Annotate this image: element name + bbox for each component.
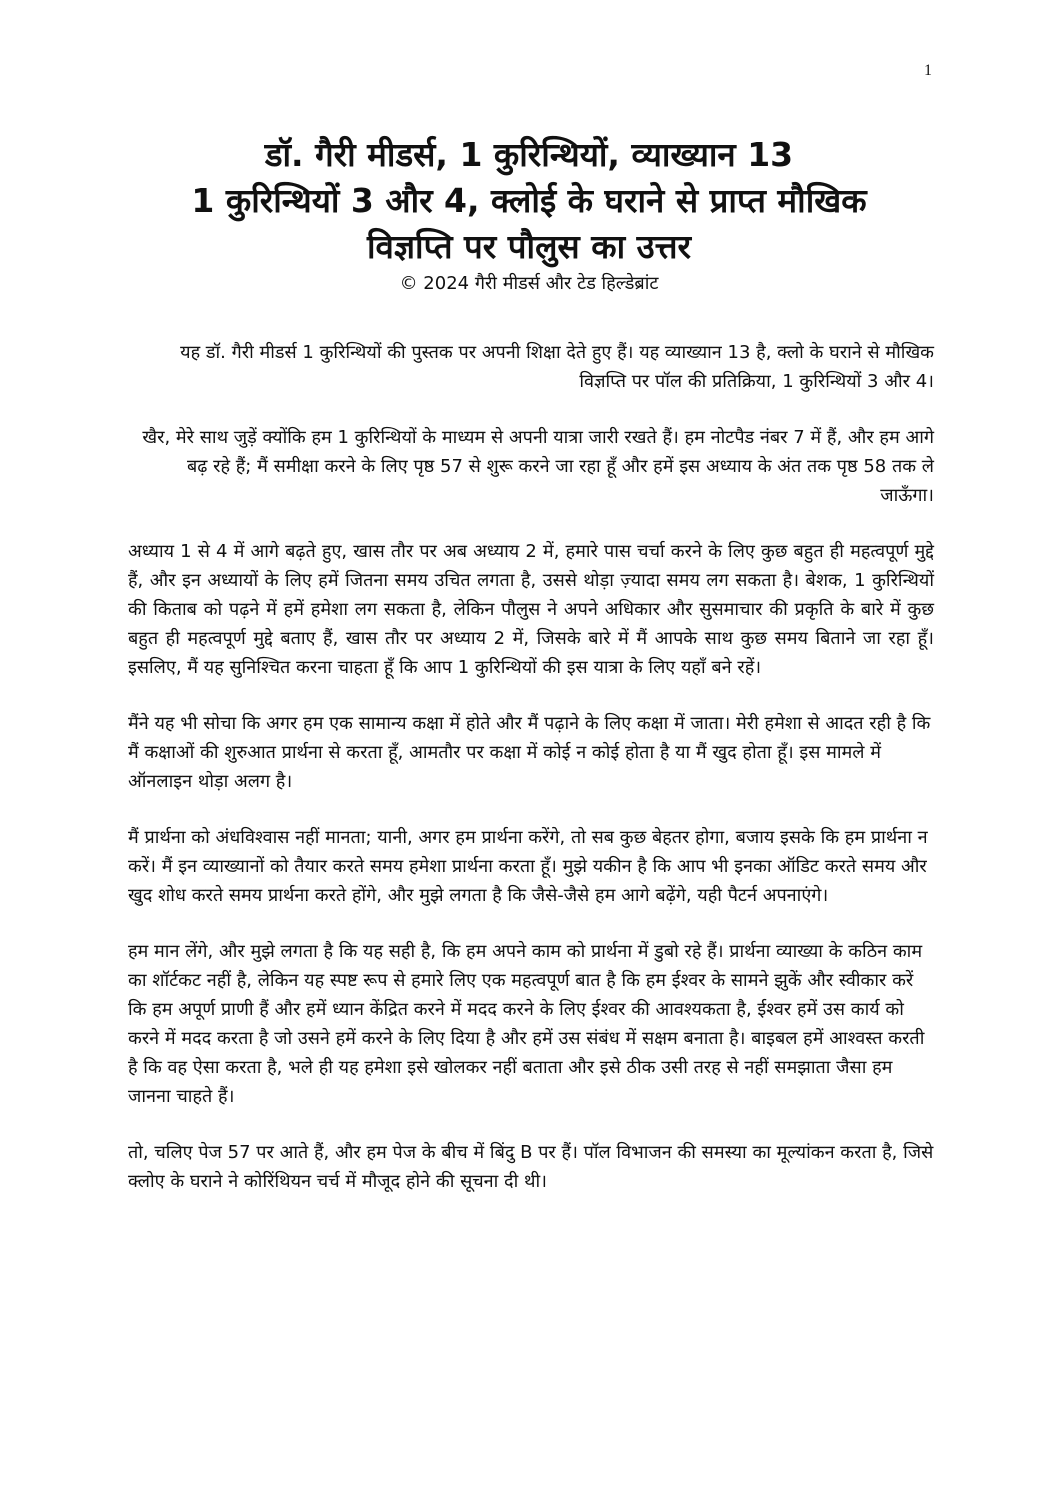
- title-line-1: डॉ. गैरी मीडर्स, 1 कुरिन्थियों, व्याख्यान 13: [264, 135, 794, 174]
- intro-paragraph: यह डॉ. गैरी मीडर्स 1 कुरिन्थियों की पुस्तक पर अपनी शिक्षा देते हुए हैं। यह व्याख्यान 13 है, क्लो के घराने से मौखिक विज्ञप्ति पर पॉल की प्रतिक्रिया, 1 कुरिन्थियों 3 और 4।: [180, 342, 934, 392]
- page-number: 1: [924, 62, 932, 79]
- document-body: [128, 338, 934, 1223]
- title-line-2: 1 कुरिन्थियों 3 और 4, क्लोई के घराने से प्राप्त मौखिक: [191, 181, 867, 220]
- paragraph-chapters: अध्याय 1 से 4 में आगे बढ़ते हुए, खास तौर पर अब अध्याय 2 में, हमारे पास चर्चा करने के लिए कुछ बहुत ही महत्वपूर्ण मुद्दे हैं, और इन अध्यायों के लिए हमें जितना समय उचित लगता है, उससे थोड़ा ज़्यादा समय लग सकता है। बेशक, 1 कुरिन्थियों की किताब को पढ़ने में हमें हमेशा लग सकता है, लेकिन पौलुस ने अपने अधिकार और सुसमाचार की प्रकृति के बारे में कुछ बहुत ही महत्वपूर्ण मुद्दे बताए हैं, खास तौर पर अध्याय 2 में, जिसके बारे में मैं आपके साथ कुछ समय बिताने जा रहा हूँ। इसलिए, मैं यह सुनिश्चित करना चाहता हूँ कि आप 1 कुरिन्थियों की इस यात्रा के लिए यहाँ बने रहें।: [128, 541, 934, 678]
- paragraph-notepad: खैर, मेरे साथ जुड़ें क्योंकि हम 1 कुरिन्थियों के माध्यम से अपनी यात्रा जारी रखते हैं। हम नोटपैड नंबर 7 में हैं, और हम आगे बढ़ रहे हैं; मैं समीक्षा करने के लिए पृष्ठ 57 से शुरू करने जा रहा हूँ और हमें इस अध्याय के अंत तक पृष्ठ 58 तक ले जाऊँगा।: [142, 427, 934, 506]
- paragraph-prayer: मैं प्रार्थना को अंधविश्वास नहीं मानता; यानी, अगर हम प्रार्थना करेंगे, तो सब कुछ बेहतर होगा, बजाय इसके कि हम प्रार्थना न करें। मैं इन व्याख्यानों को तैयार करते समय हमेशा प्रार्थना करता हूँ। मुझे यकीन है कि आप भी इनका ऑडिट करते समय और खुद शोध करते समय प्रार्थना करते होंगे, और मुझे लगता है कि जैसे-जैसे हम आगे बढ़ेंगे, यही पैटर्न अपनाएंगे।: [128, 827, 928, 906]
- paragraph-classroom: मैंने यह भी सोचा कि अगर हम एक सामान्य कक्षा में होते और मैं पढ़ाने के लिए कक्षा में जाता। मेरी हमेशा से आदत रही है कि मैं कक्षाओं की शुरुआत प्रार्थना से करता हूँ, आमतौर पर कक्षा में कोई न कोई होता है या मैं खुद होता हूँ। इस मामले में ऑनलाइन थोड़ा अलग है।: [128, 713, 931, 792]
- paragraph-god: हम मान लेंगे, और मुझे लगता है कि यह सही है, कि हम अपने काम को प्रार्थना में डुबो रहे हैं। प्रार्थना व्याख्या के कठिन काम का शॉर्टकट नहीं है, लेकिन यह स्पष्ट रूप से हमारे लिए एक महत्वपूर्ण बात है कि हम ईश्वर के सामने झुकें और स्वीकार करें कि हम अपूर्ण प्राणी हैं और हमें ध्यान केंद्रित करने में मदद करने के लिए ईश्वर की आवश्यकता है, ईश्वर हमें उस कार्य को करने में मदद करता है जो उसने हमें करने के लिए दिया है और हमें उस संबंध में सक्षम बनाता है। बाइबल हमें आश्वस्त करती है कि वह ऐसा करता है, भले ही यह हमेशा इसे खोलकर नहीं बताता और इसे ठीक उसी तरह से नहीं समझाता जैसा हम जानना चाहते हैं।: [128, 941, 925, 1107]
- copyright-line: © 2024 गैरी मीडर्स और टेड हिल्डेब्रांट: [399, 273, 659, 294]
- title-line-3: विज्ञप्ति पर पौलुस का उत्तर: [366, 227, 691, 266]
- paragraph-page-57: तो, चलिए पेज 57 पर आते हैं, और हम पेज के बीच में बिंदु B पर हैं। पॉल विभाजन की समस्या का मूल्यांकन करता है, जिसे क्लोए के घराने ने कोरिंथियन चर्च में मौजूद होने की सूचना दी थी।: [128, 1142, 934, 1192]
- title-block: [60, 132, 998, 296]
